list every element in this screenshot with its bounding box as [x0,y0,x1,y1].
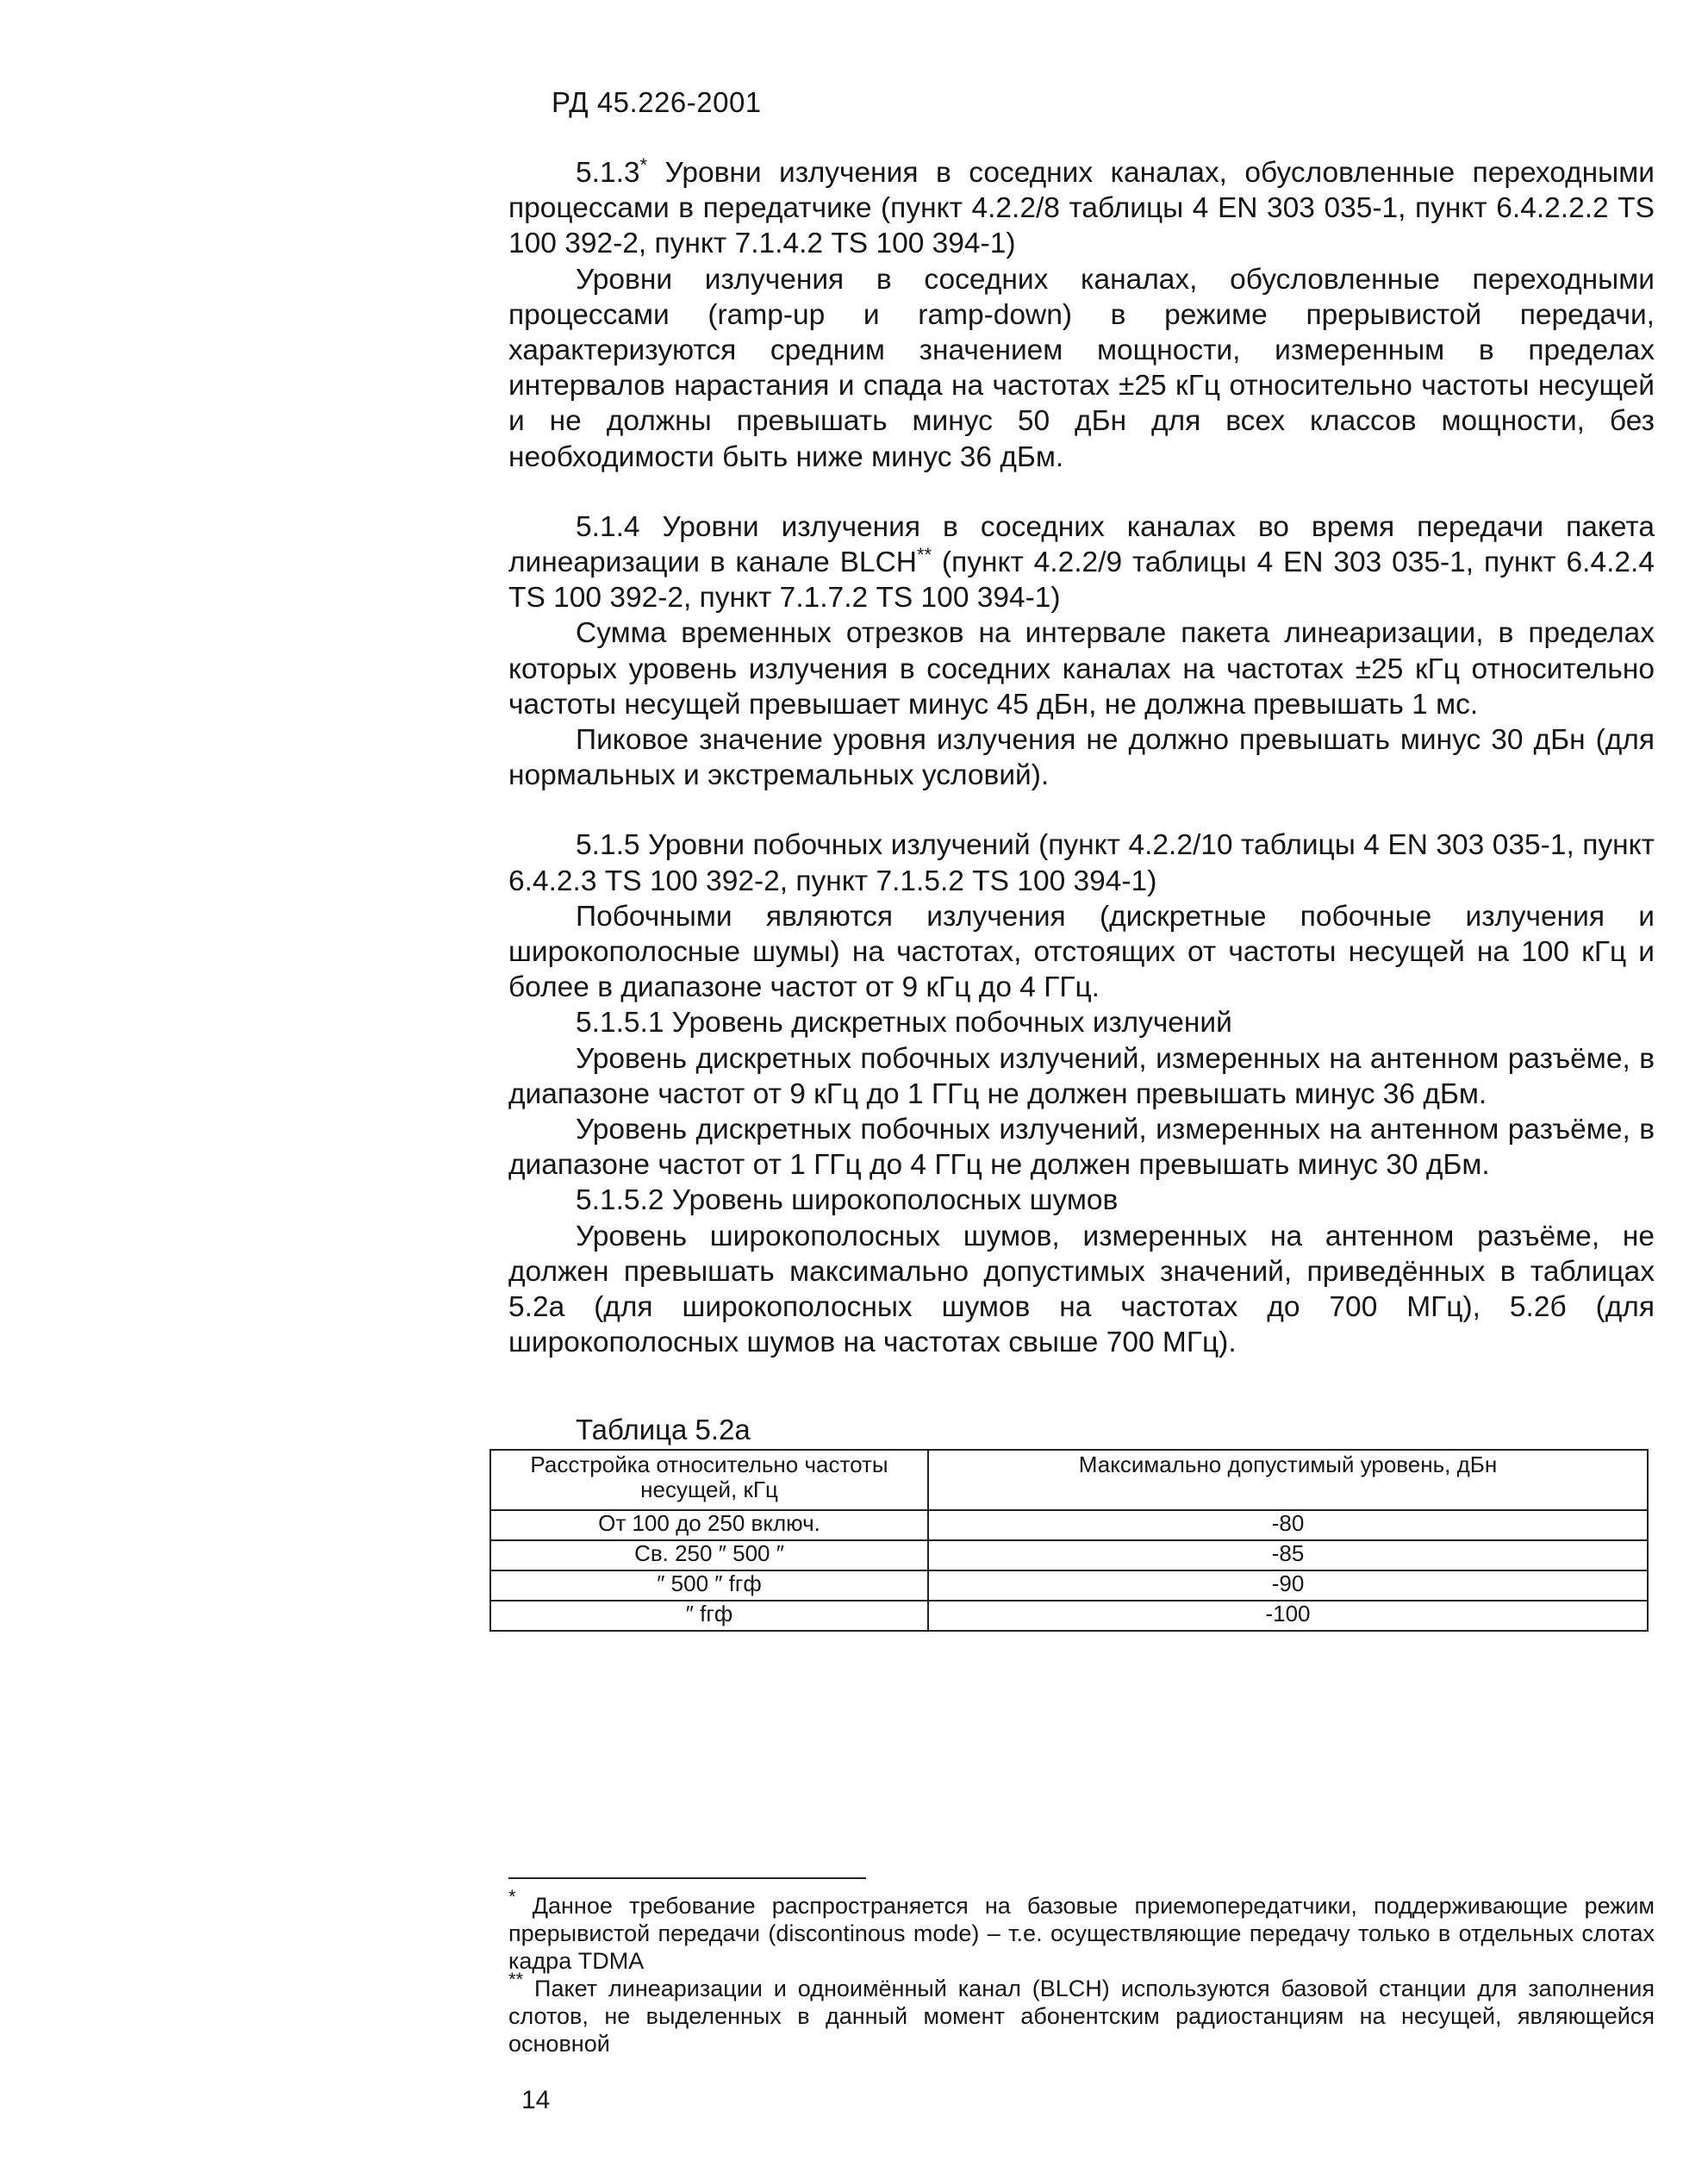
table-caption: Таблица 5.2а [576,1414,751,1445]
table-cell: ″ fгф [490,1601,928,1631]
heading-rest: (пункт 4.2.2/9 таблицы 4 EN 303 035-1, пункт 6.4.2.4 TS 100 392-2, пункт 7.1.7.2 TS 100 394-1) [508,546,1655,615]
section-5-1-4-paragraph-1: Сумма временных отрезков на интервале пакета линеаризации, в пределах которых уровень излучения в соседних каналах на частотах ±25 кГц относительно частоты несущей превышает минус 45 дБн, не должна превышать 1 мс. [508,617,1655,721]
section-5-1-5-paragraph: Побочными являются излучения (дискретные побочные излучения и широкополосные шумы) на частотах, отстоящих от частоты несущей на 100 кГц и более в диапазоне частот от 9 кГц до 4 ГГц. [508,900,1655,1004]
section-5-1-5-2-paragraph: Уровень широкополосных шумов, измеренных на антенном разъёме, не должен превышать максимально допустимых значений, приведённых в таблицах 5.2а (для широкополосных шумов на частотах до 700 МГц), 5.2б (для широкополосных шумов на частотах свыше 700 МГц). [508,1220,1655,1359]
table-cell: От 100 до 250 включ. [490,1510,928,1540]
table-row [490,1601,1648,1631]
table-cell: -85 [928,1540,1648,1570]
noise-level-table [489,1449,1649,1632]
footnote-ref-2: ** [916,544,932,566]
section-5-1-4-paragraph-2: Пиковое значение уровня излучения не должно превышать минус 30 дБн (для нормальных и экстремальных условий). [508,724,1655,792]
section-5-1-5-1-paragraph-2: Уровень дискретных побочных излучений, измеренных на антенном разъёме, в диапазоне частот от 1 ГГц до 4 ГГц не должен превышать минус 30 дБм. [508,1114,1655,1182]
footnote-2 [508,1969,1655,2057]
heading-rest: Уровни излучения в соседних каналах, обусловленные переходными процессами в передатчике (пункт 4.2.2/8 таблицы 4 EN 303 035-1, пункт 6.4.2.2.2 TS 100 392-2, пункт 7.1.4.2 TS 100 394-1) [508,157,1655,260]
table-cell: Св. 250 ″ 500 ″ [490,1540,928,1570]
page-number: 14 [521,2086,551,2114]
section-5-1-3-heading [508,155,1655,262]
table-header-cell: Максимально допустимый уровень, дБн [928,1450,1648,1510]
footnote-mark: ** [508,1969,524,1990]
table-cell: -80 [928,1510,1648,1540]
footnote-text: Данное требование распространяется на базовые приемопередатчики, поддерживающие режим прерывистой передачи (discontinous mode) – т.е. осуществляющие передачу только в отдельных слотах кадра TDMA [508,1893,1655,1974]
footnote-separator [508,1877,866,1879]
body-text [508,155,1655,1361]
section-5-1-5-heading: 5.1.5 Уровни побочных излучений (пункт 4.2.2/10 таблицы 4 EN 303 035-1, пункт 6.4.2.3 TS 100 392-2, пункт 7.1.5.2 TS 100 394-1) [508,829,1655,897]
section-5-1-4-heading [508,509,1655,616]
table-row [490,1510,1648,1540]
footnote-text: Пакет линеаризации и одноимённый канал (BLCH) используются базовой станции для заполнения слотов, не выделенных в данный момент абонентским радиостанциям на несущей, являющейся основной [508,1976,1655,2057]
footnote-1 [508,1886,1655,1975]
section-5-1-3-paragraph: Уровни излучения в соседних каналах, обусловленные переходными процессами (ramp-up и ramp-down) в режиме прерывистой передачи, характеризуются средним значением мощности, измеренным в пределах интервалов нарастания и спада на частотах ±25 кГц относительно частоты несущей и не должны превышать минус 50 дБн для всех классов мощности, без необходимости быть ниже минус 36 дБм. [508,263,1655,473]
section-5-1-5-1-title: 5.1.5.1 Уровень дискретных побочных излучений [576,1007,1232,1040]
table-row [490,1570,1648,1601]
table-row [490,1540,1648,1570]
table-cell: -90 [928,1570,1648,1601]
table-header-row [490,1450,1648,1510]
section-5-1-5-1-paragraph-1: Уровень дискретных побочных излучений, измеренных на антенном разъёме, в диапазоне частот от 9 кГц до 1 ГГц не должен превышать минус 36 дБм. [508,1042,1655,1110]
table-header-cell: Расстройка относительно частоты несущей, кГц [490,1450,928,1510]
section-5-1-5-2-title: 5.1.5.2 Уровень широкополосных шумов [576,1184,1119,1217]
heading-lead: 5.1.4 Уровни излучения в соседних каналах во время передачи пакета линеаризации в канале BLCH [508,510,1655,579]
footnote-mark: * [508,1886,516,1907]
table-cell: ″ 500 ″ fгф [490,1570,928,1601]
table-cell: -100 [928,1601,1648,1631]
document-code-header: РД 45.226-2001 [552,86,762,118]
footnote-ref-1: * [639,154,648,176]
heading-lead: 5.1.3 [576,157,640,189]
footnotes [508,1886,1655,2057]
